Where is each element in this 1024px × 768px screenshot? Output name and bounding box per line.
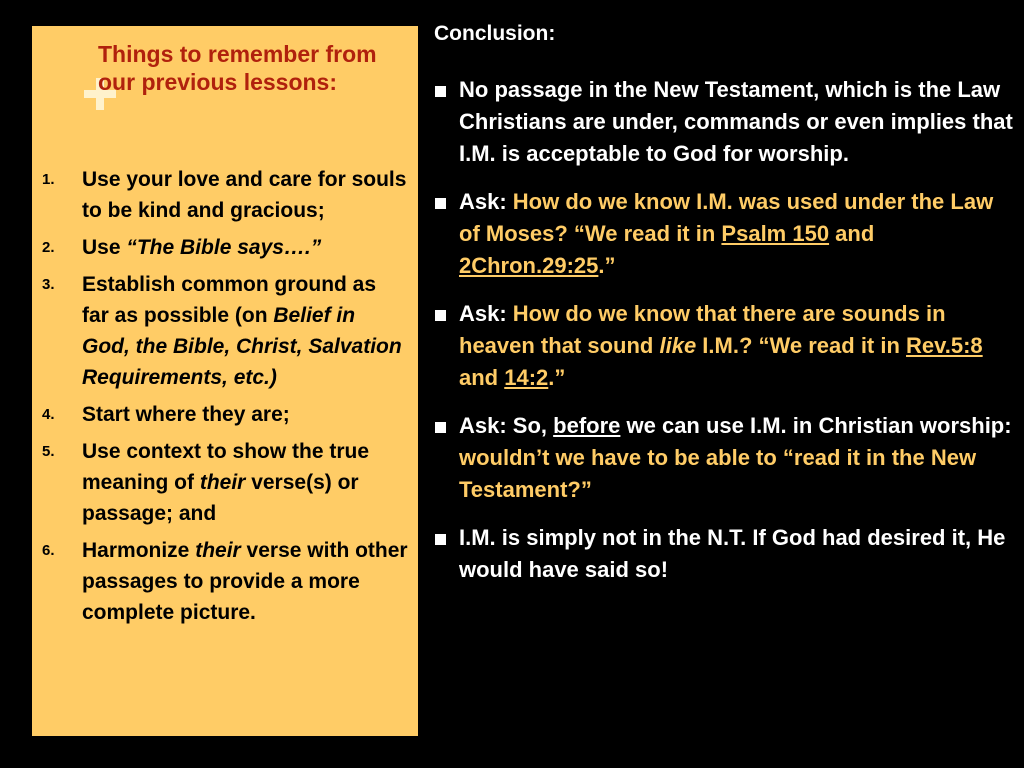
list-item [42,269,408,393]
list-item [42,164,408,226]
like-word: like [659,333,697,358]
item-number: 2. [42,239,55,256]
bullet-text: I.M. is simply not in the N.T. If God had desired it, He would have said so! [459,525,1006,582]
question-text: How do we know that there are sounds in heaven that sound [459,301,946,358]
ask-label: Ask: [459,189,513,214]
bullet-item [434,522,1014,586]
and-text: and [829,221,875,246]
and-text: and [459,365,505,390]
item-number: 5. [42,443,55,460]
item-number: 3. [42,276,55,293]
reminder-list [42,164,408,634]
list-item [42,436,408,529]
question-text: How do we know I.M. was used under the Law of Moses? “We read it in [459,189,994,246]
bullet-item [434,186,1014,282]
scripture-ref-rev2: 14:2 [504,365,549,390]
square-bullet-icon [435,422,446,433]
question-text: wouldn’t we have to be able to “read it in the New Testament?” [459,445,977,502]
item-text-suffix: verse with other passages to provide a more complete picture. [82,539,408,624]
square-bullet-icon [435,534,446,545]
item-text: Use [82,236,127,259]
quote-end: .” [598,253,616,278]
square-bullet-icon [435,310,446,321]
item-number: 4. [42,406,55,423]
square-bullet-icon [435,86,446,97]
list-item [42,232,408,263]
ask-label: Ask: So, [459,413,554,438]
ask-label: Ask: [459,301,513,326]
panel-title: Things to remember from our previous lessons: [98,41,377,95]
item-text: Start where they are; [82,403,290,426]
item-text: Use your love and care for souls to be kind and gracious; [82,168,407,222]
bullet-item [434,74,1014,170]
item-italic: Belief in God, the Bible, Christ, Salvation Requirements, etc.) [82,304,402,389]
item-italic: their [195,539,241,562]
item-text-suffix: verse(s) or passage; and [82,471,359,525]
scripture-ref-rev: Rev.5:8 [906,333,983,358]
square-bullet-icon [435,198,446,209]
item-italic: “The Bible says….” [126,236,322,259]
conclusion-heading: Conclusion: [434,22,556,45]
item-text: Establish common ground as far as possible (on [82,273,377,327]
conclusion-bullets [434,74,1014,586]
item-number: 6. [42,542,55,559]
scripture-ref-psalm: Psalm 150 [721,221,830,246]
list-item [42,535,408,628]
bullet-text: No passage in the New Testament, which is the Law Christians are under, commands or even implies that I.M. is acceptable to God for worship. [459,77,1013,166]
im-text: I.M. [696,333,739,358]
bullet-item [434,298,1014,394]
item-italic: their [199,471,246,494]
question-text-2: ? “We read it in [738,333,907,358]
list-item [42,399,408,430]
bullet-item [434,410,1014,506]
item-text: Use context to show the true meaning of [82,440,370,494]
scripture-ref-chronicles: 2Chron.29:25 [459,253,599,278]
item-number: 1. [42,171,55,188]
conclusion-section [434,20,1014,602]
bullet-text: we can use I.M. in Christian worship: [620,413,1012,438]
item-text: Harmonize [82,539,196,562]
before-word: before [553,413,621,438]
quote-end: .” [548,365,566,390]
